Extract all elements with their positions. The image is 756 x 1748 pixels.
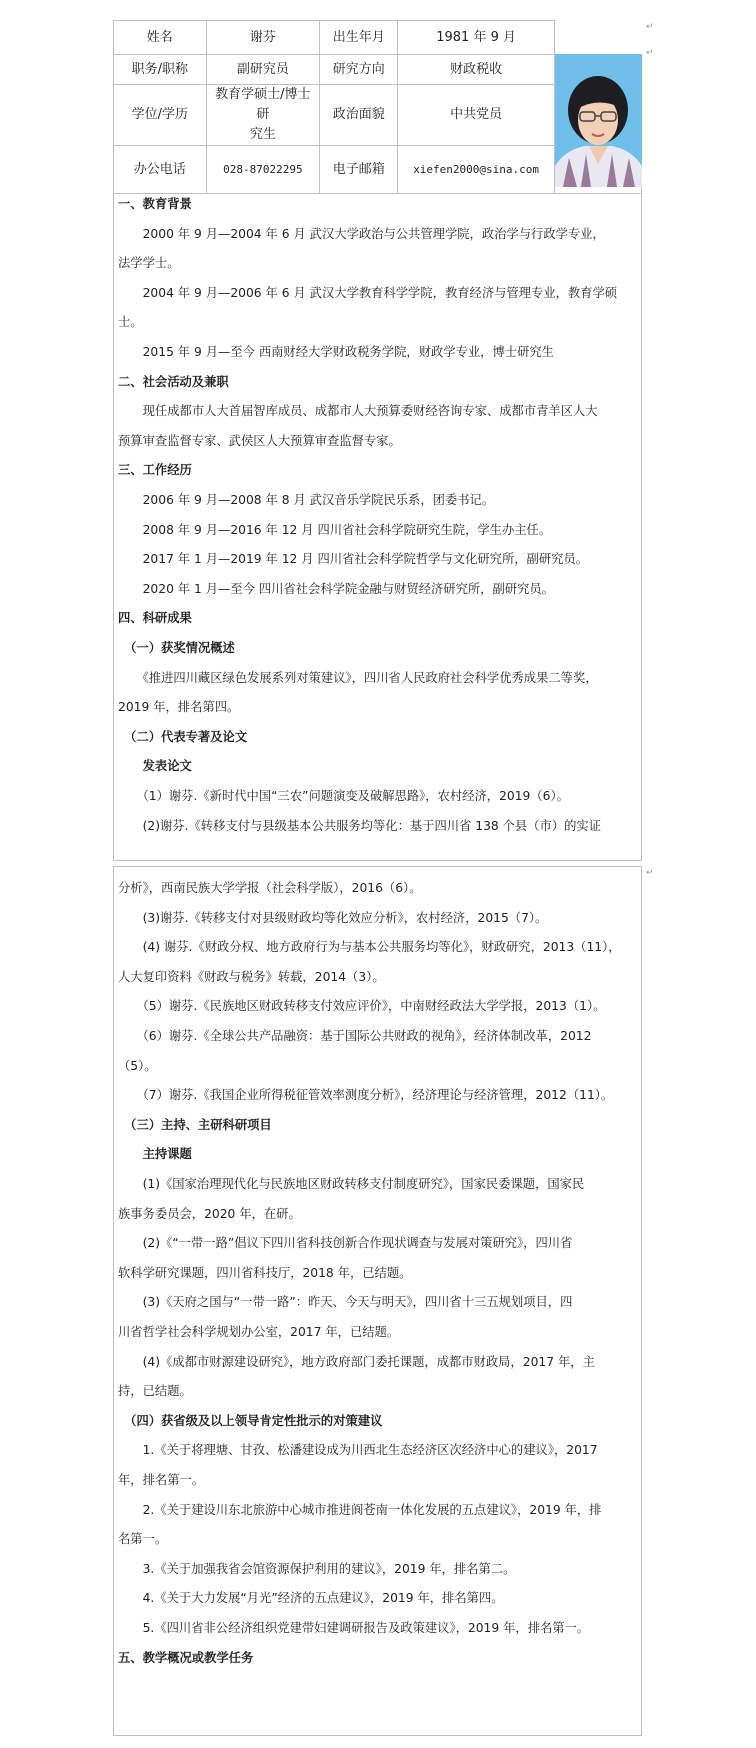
degree-label: 学位/学历 <box>114 85 207 146</box>
text-line: (2)谢芬.《转移支付与县级基本公共服务均等化：基于四川省 138 个县（市）的实证 <box>118 818 602 833</box>
email-label: 电子邮箱 <box>320 146 398 194</box>
text-line: 3.《关于加强我省会馆资源保护利用的建议》，2019 年，排名第二。 <box>118 1561 516 1576</box>
text-line: 人大复印资料《财政与税务》转载，2014（3）。 <box>118 969 385 984</box>
text-line: 2004 年 9 月—2006 年 6 月 武汉大学教育科学学院，教育经济与管理专业，教育学硕 <box>118 285 618 300</box>
section-heading: （四）获省级及以上领导肯定性批示的对策建议 <box>118 1413 383 1428</box>
section-heading: 主持课题 <box>118 1147 192 1162</box>
name-value: 谢芬 <box>206 21 320 55</box>
resume-body-part-2 <box>113 866 642 1736</box>
field-value: 财政税收 <box>398 55 555 85</box>
text-line: （6）谢芬.《全球公共产品融资：基于国际公共财政的视角》，经济体制改革，2012 <box>118 1029 592 1043</box>
text-line: 名第一。 <box>118 1532 168 1547</box>
resume-body-part-1 <box>113 193 642 861</box>
text-line: 分析》，西南民族大学学报（社会科学版），2016（6）。 <box>118 881 422 895</box>
text-line: 川省哲学社会科学规划办公室，2017 年，已结题。 <box>118 1325 400 1339</box>
text-line: 法学学士。 <box>118 256 180 271</box>
text-line: 2000 年 9 月—2004 年 6 月 武汉大学政治与公共管理学院，政治学与行政学专业， <box>118 226 605 241</box>
paragraph-mark: ↵ <box>646 868 654 878</box>
portrait-photo <box>555 54 642 187</box>
politics-label: 政治面貌 <box>320 85 398 146</box>
text-line: 2017 年 1 月—2019 年 12 月 四川省社会科学院哲学与文化研究所，副研究员。 <box>118 552 589 567</box>
title-value: 副研究员 <box>206 55 320 85</box>
paragraph-mark: ↵ <box>646 22 654 32</box>
politics-value: 中共党员 <box>398 85 555 146</box>
text-line: 预算审查监督专家、武侯区人大预算审查监督专家。 <box>118 433 401 448</box>
section-heading: 四、科研成果 <box>118 611 192 626</box>
phone-label: 办公电话 <box>114 146 207 194</box>
birth-value: 1981 年 9 月 <box>398 21 555 55</box>
text-line: 2019 年，排名第四。 <box>118 700 240 715</box>
section-heading: 发表论文 <box>118 759 192 774</box>
text-line: (4)《成都市财源建设研究》，地方政府部门委托课题，成都市财政局，2017 年，主 <box>118 1354 595 1369</box>
email-value: xiefen2000@sina.com <box>398 146 555 194</box>
section-heading: 一、教育背景 <box>118 197 192 211</box>
text-line: (1)《国家治理现代化与民族地区财政转移支付制度研究》，国家民委课题，国家民 <box>118 1177 585 1191</box>
text-line: （7）谢芬.《我国企业所得税征管效率测度分析》，经济理论与经济管理，2012（11）。 <box>118 1088 614 1103</box>
degree-line-2: 究生 <box>249 127 276 142</box>
field-label: 研究方向 <box>320 55 398 85</box>
text-line: 持，已结题。 <box>118 1384 192 1399</box>
text-line: （5）。 <box>118 1058 157 1073</box>
degree-value <box>206 85 320 146</box>
section-heading: 二、社会活动及兼职 <box>118 374 229 389</box>
text-line: (3)谢芬.《转移支付对县级财政均等化效应分析》，农村经济，2015（7）。 <box>118 910 548 925</box>
text-line: 2006 年 9 月—2008 年 8 月 武汉音乐学院民乐系，团委书记。 <box>118 493 495 507</box>
section-heading: （三）主持、主研科研项目 <box>118 1117 272 1132</box>
text-line: (2)《“一带一路”倡议下四川省科技创新合作现状调查与发展对策研究》，四川省 <box>118 1236 573 1251</box>
text-line: （5）谢芬.《民族地区财政转移支付效应评价》，中南财经政法大学学报，2013（1）。 <box>118 999 606 1014</box>
section-heading: 三、工作经历 <box>118 463 192 478</box>
text-line: 软科学研究课题，四川省科技厅，2018 年，已结题。 <box>118 1265 412 1280</box>
text-line: 年，排名第一。 <box>118 1473 205 1487</box>
phone-value: 028-87022295 <box>206 146 320 194</box>
title-label: 职务/职称 <box>114 55 207 85</box>
text-line: 《推进四川藏区绿色发展系列对策建议》，四川省人民政府社会科学优秀成果二等奖， <box>118 670 598 685</box>
section-heading: （一）获奖情况概述 <box>118 641 235 655</box>
text-line: 2015 年 9 月—至今 西南财经大学财政税务学院，财政学专业，博士研究生 <box>118 345 554 359</box>
text-line: 2008 年 9 月—2016 年 12 月 四川省社会科学院研究生院，学生办主任。 <box>118 522 552 537</box>
blank-cell <box>554 21 641 55</box>
text-line: 2020 年 1 月—至今 四川省社会科学院金融与财贸经济研究所，副研究员。 <box>118 581 554 596</box>
text-line: 族事务委员会，2020 年，在研。 <box>118 1206 301 1221</box>
section-heading: （二）代表专著及论文 <box>118 729 248 744</box>
text-line: 4.《关于大力发展“月光”经济的五点建议》，2019 年，排名第四。 <box>118 1591 504 1606</box>
text-line: (3)《天府之国与“一带一路”：昨天、今天与明天》，四川省十三五规划项目，四 <box>118 1295 573 1310</box>
text-line: 5.《四川省非公经济组织党建带妇建调研报告及政策建议》，2019 年，排名第一。 <box>118 1621 590 1635</box>
paragraph-mark: ↵ <box>646 48 654 58</box>
text-line: 现任成都市人大首届智库成员、成都市人大预算委财经咨询专家、成都市青羊区人大 <box>118 404 598 419</box>
section-heading: 五、教学概况或教学任务 <box>118 1650 254 1665</box>
text-line: 士。 <box>118 315 143 330</box>
birth-label: 出生年月 <box>320 21 398 55</box>
text-line: （1）谢芬.《新时代中国“三农”问题演变及破解思路》，农村经济，2019（6）。 <box>118 789 569 803</box>
text-line: 2.《关于建设川东北旅游中心城市推进阆苍南一体化发展的五点建议》，2019 年，排 <box>118 1502 602 1517</box>
text-line: 1.《关于将理塘、甘孜、松潘建设成为川西北生态经济区次经济中心的建议》，2017 <box>118 1443 598 1458</box>
name-label: 姓名 <box>114 21 207 55</box>
text-line: (4) 谢芬.《财政分权、地方政府行为与基本公共服务均等化》，财政研究，2013（11）， <box>118 940 621 955</box>
degree-line-1: 教育学硕士/博士研 <box>215 87 311 122</box>
